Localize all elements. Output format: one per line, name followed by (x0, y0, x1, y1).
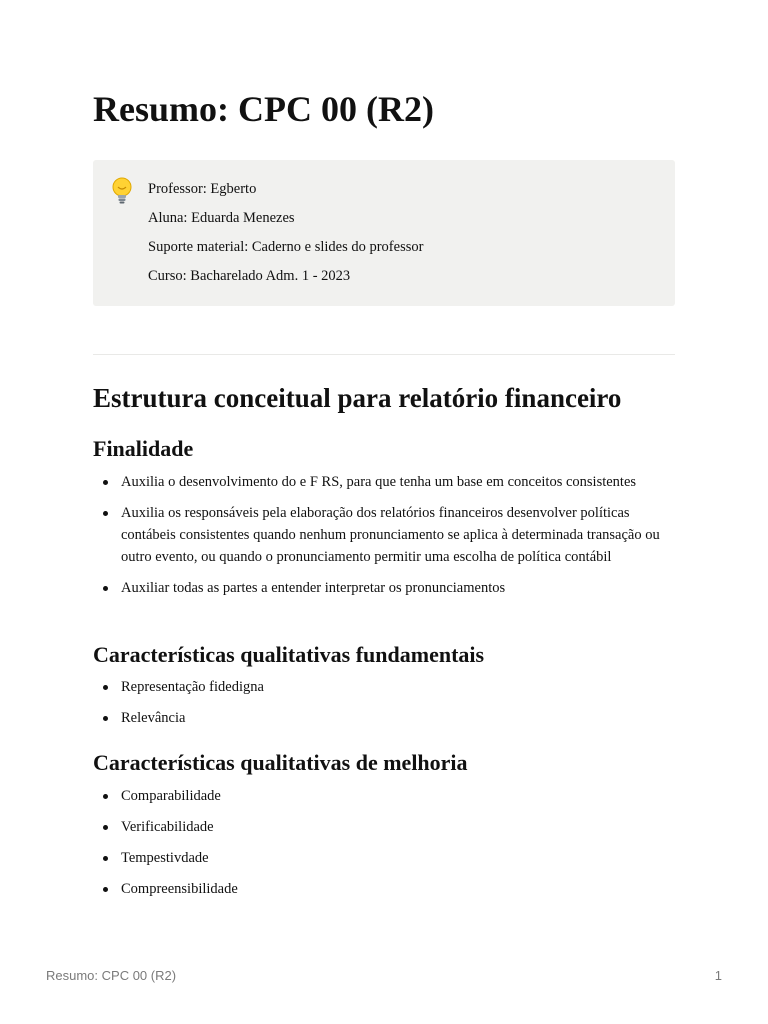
divider (93, 354, 675, 355)
melhoria-list (93, 785, 675, 909)
list-item-text: Compreensibilidade (121, 881, 238, 897)
list-item (93, 577, 675, 599)
list-item-text: Verificabilidade (121, 819, 214, 835)
bullet-icon (103, 887, 108, 892)
list-item (93, 707, 675, 729)
list-item (93, 471, 675, 493)
page-title: Resumo: CPC 00 (R2) (93, 89, 434, 129)
callout-professor: Professor: Egberto (148, 181, 257, 197)
list-item (93, 676, 675, 698)
finalidade-heading: Finalidade (93, 436, 194, 461)
bullet-icon (103, 480, 108, 485)
bullet-icon (103, 716, 108, 721)
list-item-text: Relevância (121, 710, 186, 726)
bullet-icon (103, 856, 108, 861)
list-item-text: Representação fidedigna (121, 679, 264, 695)
fundamentais-heading: Características qualitativas fundamentais (93, 642, 485, 667)
fundamentais-list (93, 676, 675, 738)
list-item-text: Tempestivdade (121, 850, 209, 866)
list-item (93, 502, 675, 568)
section-heading: Estrutura conceitual para relatório financeiro (93, 383, 622, 413)
footer-doc-title: Resumo: CPC 00 (R2) (46, 968, 177, 983)
list-item-text: Auxilia os responsáveis pela elaboração dos relatórios financeiros desenvolver políticas contábeis consistentes quando nenhum pronunciamento se aplica à determinada transação ou outro evento, ou quando o pronunciamento permitir uma escolha de política contábil (121, 505, 660, 565)
finalidade-list (93, 471, 675, 608)
info-callout (93, 160, 675, 306)
list-item (93, 847, 675, 869)
list-item-text: Comparabilidade (121, 788, 221, 804)
bullet-icon (103, 511, 108, 516)
list-item-text: Auxilia o desenvolvimento do e F RS, para que tenha um base em conceitos consistentes (121, 474, 637, 490)
callout-material: Suporte material: Caderno e slides do professor (148, 239, 424, 255)
melhoria-heading: Características qualitativas de melhoria (93, 750, 468, 775)
list-item (93, 816, 675, 838)
callout-student: Aluna: Eduarda Menezes (148, 210, 295, 226)
list-item (93, 785, 675, 807)
callout-course: Curso: Bacharelado Adm. 1 - 2023 (148, 268, 351, 284)
bullet-icon (103, 685, 108, 690)
list-item-text: Auxiliar todas as partes a entender interpretar os pronunciamentos (121, 580, 506, 596)
lightbulb-icon (109, 176, 135, 206)
list-item (93, 878, 675, 900)
bullet-icon (103, 825, 108, 830)
footer-page-number: 1 (714, 968, 722, 983)
bullet-icon (103, 794, 108, 799)
bullet-icon (103, 586, 108, 591)
